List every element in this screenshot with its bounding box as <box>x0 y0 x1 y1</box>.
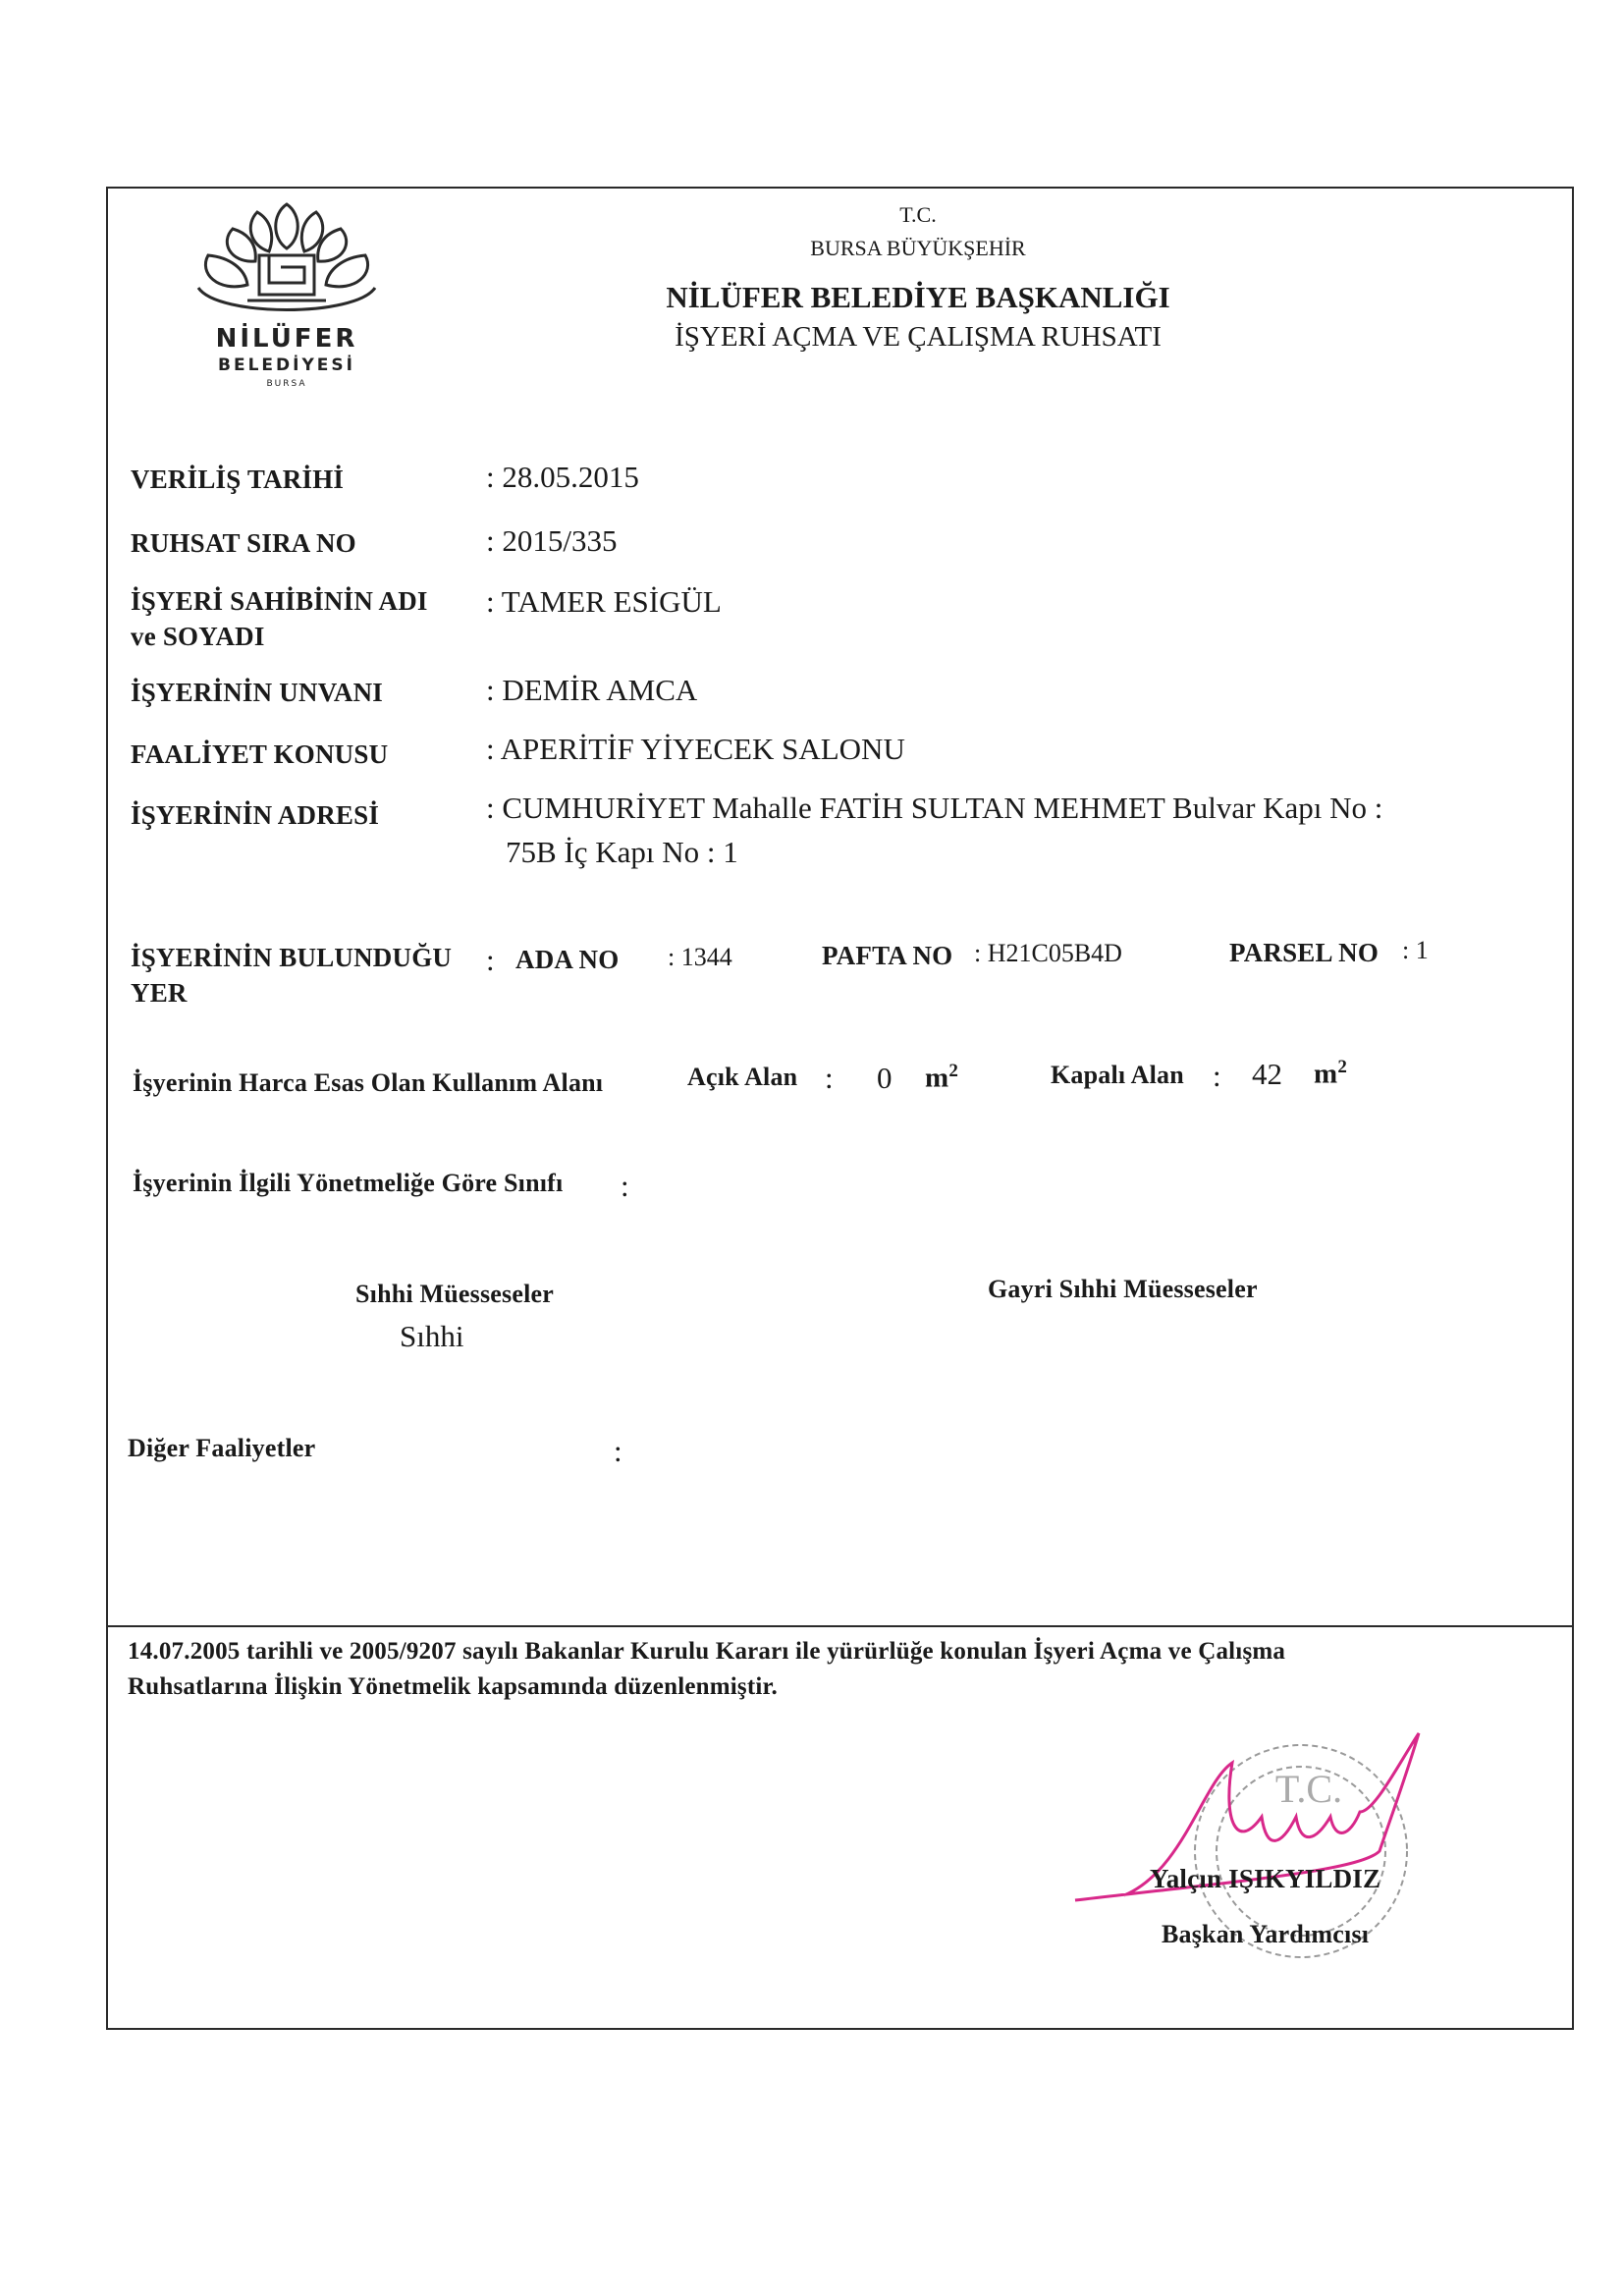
signatory-role: Başkan Yardımcısı <box>1162 1920 1370 1948</box>
closed-area-unit: $m^2$ <box>1314 1057 1348 1090</box>
closed-area-label: Kapalı Alan <box>1051 1061 1184 1089</box>
activity-label: FAALİYET KONUSU <box>131 739 389 769</box>
area-label: İşyerinin Harca Esas Olan Kullanım Alanı <box>133 1068 604 1097</box>
logo-city: BURSA <box>266 379 307 389</box>
location-label: İŞYERİNİN BULUNDUĞU <box>131 943 453 972</box>
owner-label: İŞYERİ SAHİBİNİN ADI <box>131 586 428 616</box>
municipality-logo <box>179 194 395 391</box>
pafta-no-label: PAFTA NO <box>822 941 953 970</box>
other-activities-label: Diğer Faaliyetler <box>128 1434 316 1462</box>
closed-area-value: 42 <box>1252 1057 1282 1091</box>
header-metropolitan: BURSA BÜYÜKŞEHİR <box>810 236 1026 260</box>
footer-line1: 14.07.2005 tarihli ve 2005/9207 sayılı Bakanlar Kurulu Kararı ile yürürlüğe konulan İşyeri Açma ve Çalışma <box>128 1638 1286 1665</box>
business-title-label: İŞYERİNİN UNVANI <box>131 678 384 707</box>
open-area-label: Açık Alan <box>687 1063 798 1091</box>
header-municipality: NİLÜFER BELEDİYE BAŞKANLIĞI <box>666 280 1170 314</box>
activity-value: : APERİTİF YİYECEK SALONU <box>486 732 905 766</box>
open-area-unit: $m^2$ <box>925 1061 959 1094</box>
parsel-no-value: : 1 <box>1402 936 1429 964</box>
non-sanitary-header: Gayri Sıhhi Müesseseler <box>988 1275 1258 1303</box>
business-title-value: : DEMİR AMCA <box>486 673 698 707</box>
issue-date-value: : 28.05.2015 <box>486 460 639 494</box>
logo-subtitle: BELEDİYESİ <box>218 355 355 375</box>
footer-line2: Ruhsatlarına İlişkin Yönetmelik kapsamında düzenlenmiştir. <box>128 1673 778 1700</box>
document-title: İŞYERİ AÇMA VE ÇALIŞMA RUHSATI <box>675 321 1162 353</box>
open-area-value: 0 <box>877 1061 893 1095</box>
issue-date-label: VERİLİŞ TARİHİ <box>131 465 345 494</box>
parsel-no-label: PARSEL NO <box>1229 938 1380 967</box>
classification-colon: : <box>621 1169 629 1203</box>
logo-name: NİLÜFER <box>215 324 358 354</box>
header-tc: T.C. <box>899 202 937 227</box>
license-no-label: RUHSAT SIRA NO <box>131 528 356 558</box>
owner-value: : TAMER ESİGÜL <box>486 584 722 619</box>
closed-area-colon: : <box>1213 1059 1221 1093</box>
footer-divider <box>108 1625 1572 1627</box>
address-value-line2: 75B İç Kapı No : 1 <box>506 835 738 869</box>
sanitary-header: Sıhhi Müesseseler <box>355 1280 555 1308</box>
owner-label-line2: ve SOYADI <box>131 622 265 651</box>
open-area-colon: : <box>825 1061 834 1095</box>
pafta-no-value: : H21C05B4D <box>974 939 1122 967</box>
signatory-name: Yalçın IŞIKYILDIZ <box>1150 1864 1381 1893</box>
address-value: : CUMHURİYET Mahalle FATİH SULTAN MEHMET Bulvar Kapı No : <box>486 791 1383 825</box>
stamp-emblem: T.C. <box>1274 1767 1343 1811</box>
location-colon: : <box>486 943 495 977</box>
classification-label: İşyerinin İlgili Yönetmeliğe Göre Sınıfı <box>133 1169 564 1197</box>
other-activities-colon: : <box>614 1434 622 1468</box>
ada-no-value: : 1344 <box>668 943 732 971</box>
lotus-emblem-icon <box>179 194 395 332</box>
sanitary-value: Sıhhi <box>400 1319 464 1353</box>
location-label-line2: YER <box>131 978 188 1008</box>
license-no-value: : 2015/335 <box>486 523 618 558</box>
ada-no-label: ADA NO <box>515 945 620 974</box>
address-label: İŞYERİNİN ADRESİ <box>131 800 380 830</box>
